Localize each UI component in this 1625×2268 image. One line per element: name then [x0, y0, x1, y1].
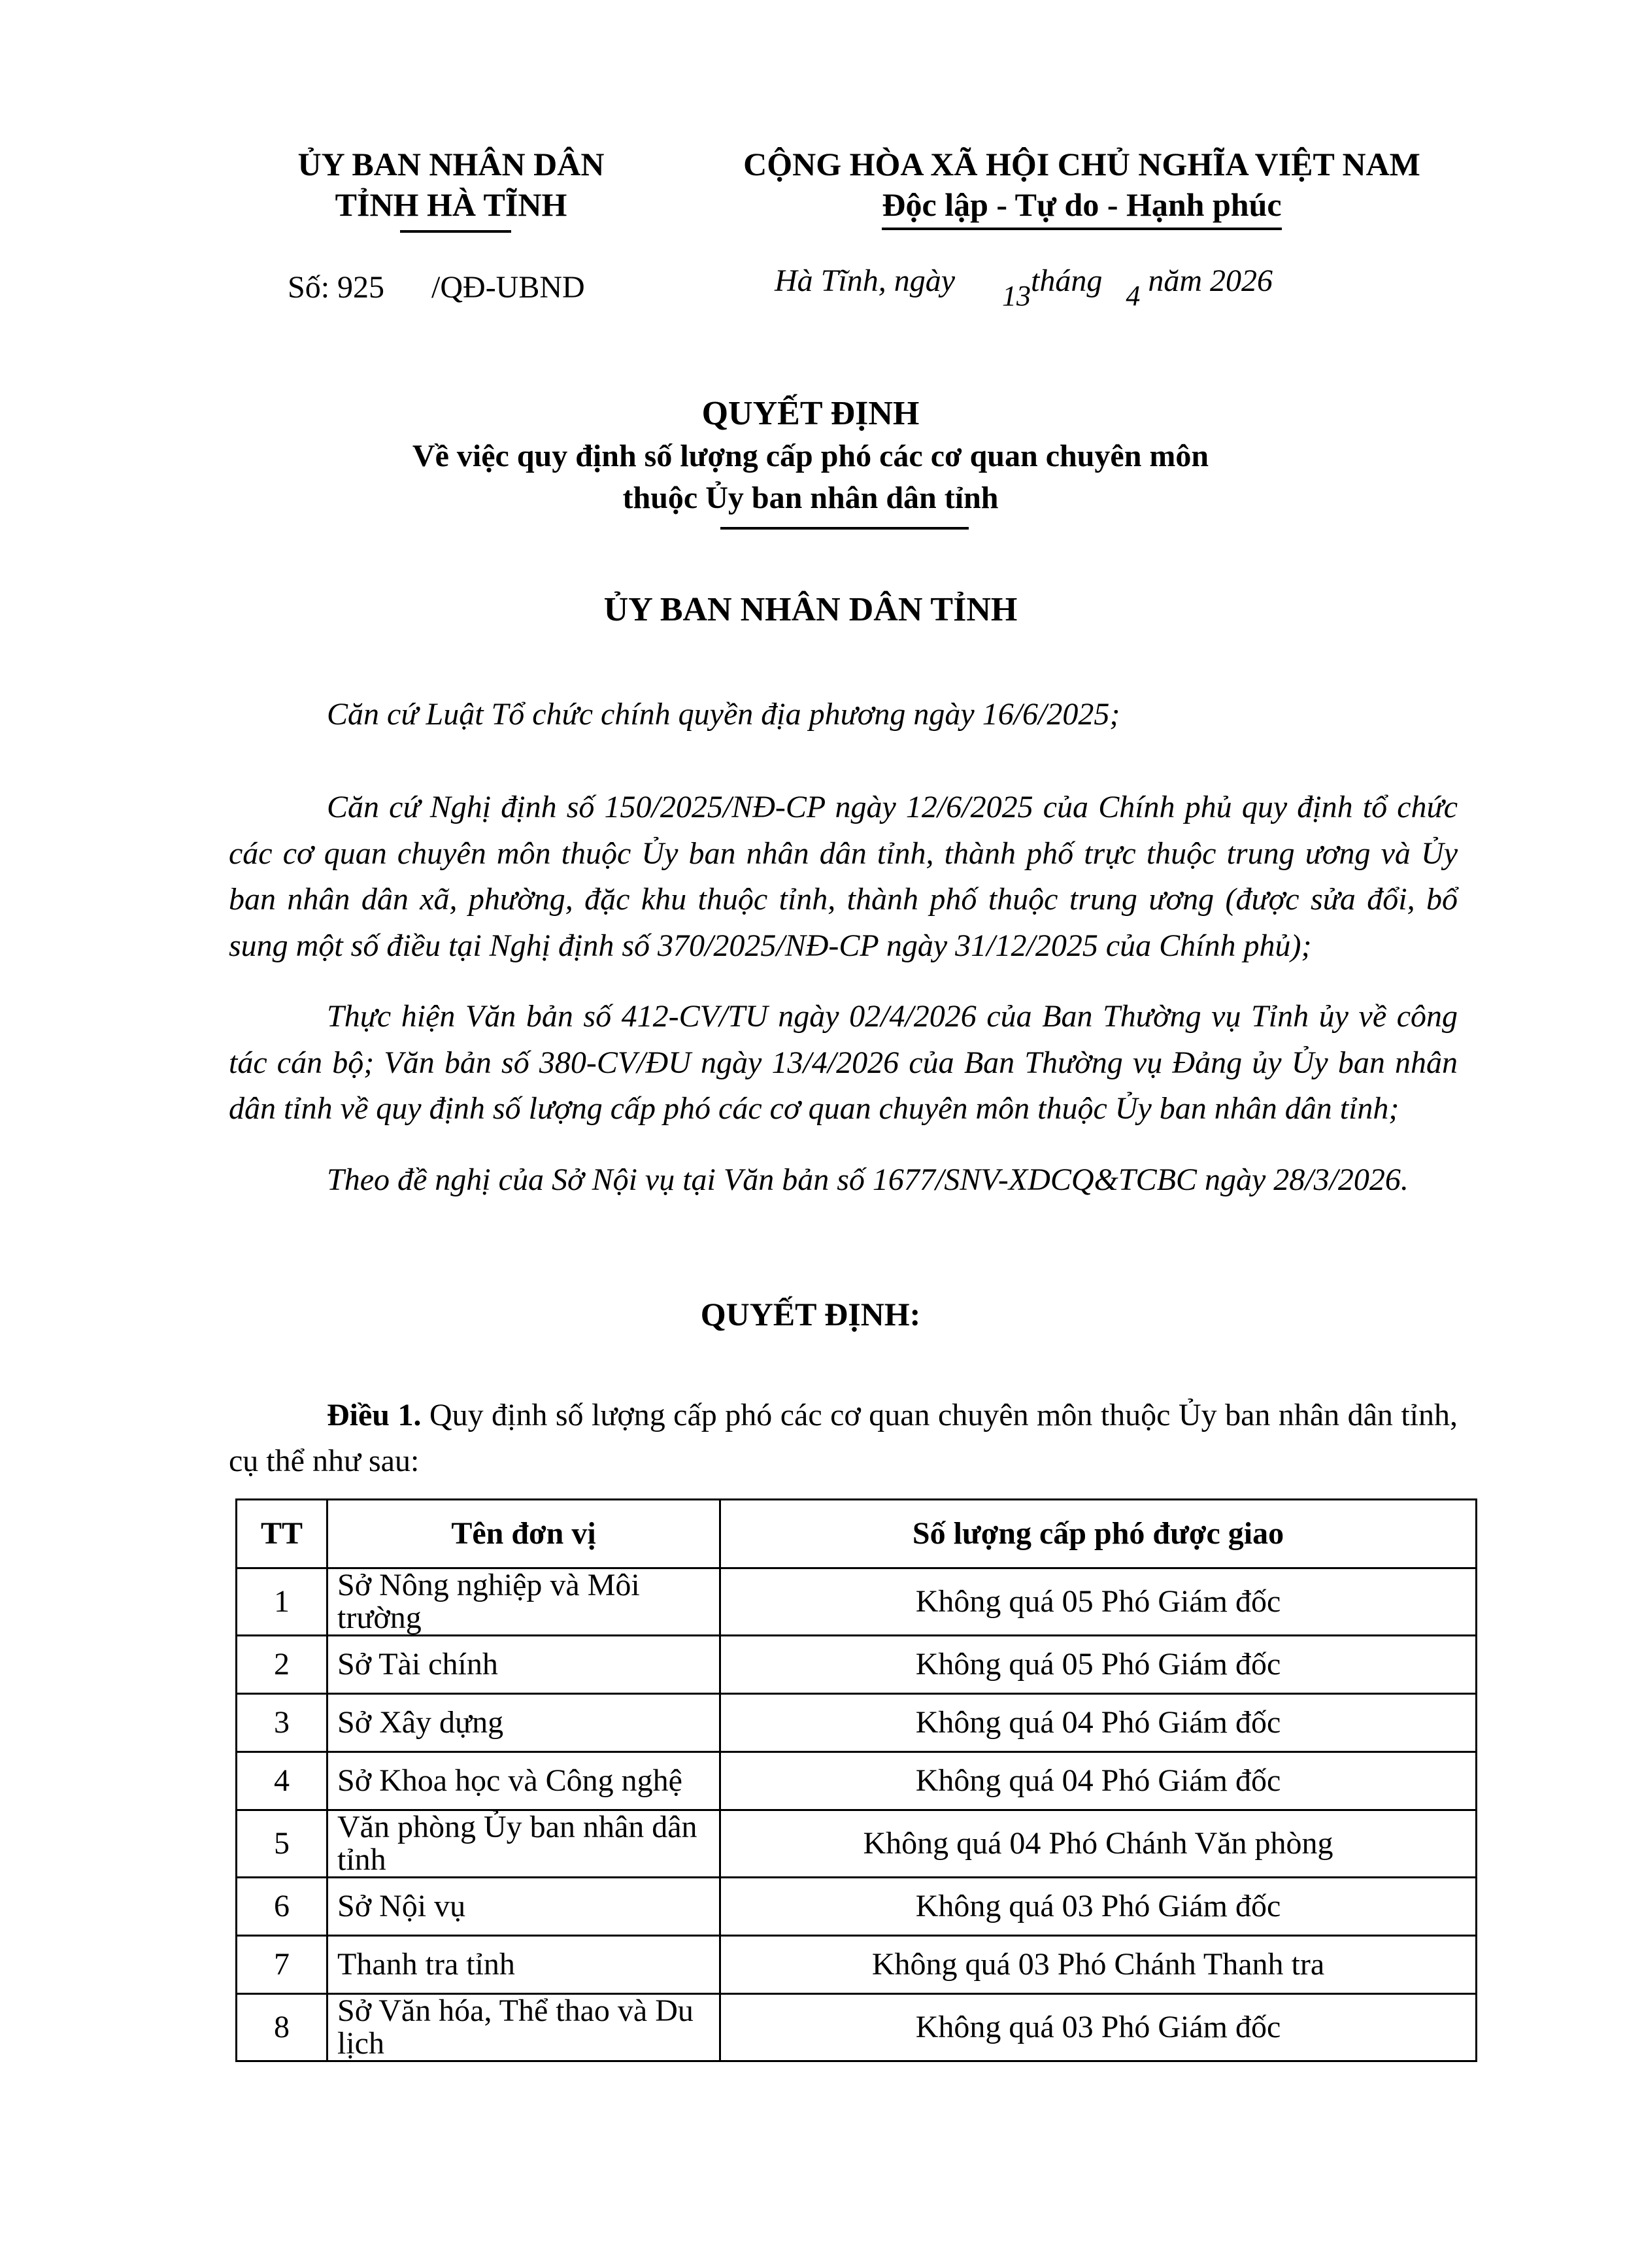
agency-line-1: ỦY BAN NHÂN DÂN [297, 146, 605, 182]
row-unit: Thanh tra tỉnh [327, 1936, 720, 1994]
national-heading [693, 144, 1471, 230]
nation-name: CỘNG HÒA XÃ HỘI CHỦ NGHĨA VIỆT NAM [743, 146, 1420, 182]
row-quota: Không quá 05 Phó Giám đốc [720, 1636, 1477, 1694]
agency-line-2: TỈNH HÀ TĨNH [335, 186, 567, 223]
doc-number-value: 925 [337, 270, 385, 305]
row-tt: 5 [237, 1810, 327, 1878]
date-month-label: tháng [1031, 263, 1103, 298]
table-header-row [237, 1500, 1477, 1568]
row-quota: Không quá 04 Phó Giám đốc [720, 1694, 1477, 1752]
table-row [237, 1878, 1477, 1936]
row-tt: 1 [237, 1568, 327, 1636]
article-1 [229, 1393, 1458, 1484]
row-tt: 7 [237, 1936, 327, 1994]
row-quota: Không quá 03 Phó Chánh Thanh tra [720, 1936, 1477, 1994]
agency-underline [400, 230, 511, 233]
document-date [775, 262, 1273, 312]
preamble-directive: Thực hiện Văn bản số 412-CV/TU ngày 02/4/2026 của Ban Thường vụ Tỉnh ủy về công tác cán bộ; Văn bản số 380-CV/ĐU ngày 13/4/2026 của Ban Thường vụ Đảng ủy Ủy ban nhân dân tỉnh về quy định số lượng cấp phó các cơ quan chuyên môn thuộc Ủy ban nhân dân tỉnh; [229, 999, 1458, 1126]
row-tt: 6 [237, 1878, 327, 1936]
row-unit: Sở Văn hóa, Thể thao và Du lịch [327, 1994, 720, 2061]
header-unit: Tên đơn vị [327, 1500, 720, 1568]
doc-number-label: Số: [288, 270, 330, 305]
article-1-text: Quy định số lượng cấp phó các cơ quan chuyên môn thuộc Ủy ban nhân dân tỉnh, cụ thể như sau: [229, 1398, 1458, 1478]
deputy-quota-table [235, 1498, 1477, 2062]
row-tt: 3 [237, 1694, 327, 1752]
document-number [288, 268, 585, 307]
date-year: năm 2026 [1148, 263, 1273, 298]
row-tt: 4 [237, 1752, 327, 1810]
row-tt: 8 [237, 1994, 327, 2061]
subject-line-1: Về việc quy định số lượng cấp phó các cơ quan chuyên môn [412, 439, 1209, 473]
subject-line-2: thuộc Ủy ban nhân dân tỉnh [622, 481, 999, 515]
preamble-law: Căn cứ Luật Tổ chức chính quyền địa phương ngày 16/6/2025; [327, 697, 1120, 732]
row-unit: Sở Xây dựng [327, 1694, 720, 1752]
row-quota: Không quá 03 Phó Giám đốc [720, 1878, 1477, 1936]
row-unit: Sở Tài chính [327, 1636, 720, 1694]
date-month: 4 [1126, 280, 1141, 312]
table-row [237, 1752, 1477, 1810]
row-quota: Không quá 04 Phó Giám đốc [720, 1752, 1477, 1810]
preamble-decree: Căn cứ Nghị định số 150/2025/NĐ-CP ngày 12/6/2025 của Chính phủ quy định tổ chức các cơ quan chuyên môn thuộc Ủy ban nhân dân tỉnh, thành phố trực thuộc trung ương và Ủy ban nhân dân xã, phường, đặc khu thuộc tỉnh, thành phố thuộc trung ương (được sửa đổi, bổ sung một số điều tại Nghị định số 370/2025/NĐ-CP ngày 31/12/2025 của Chính phủ); [229, 790, 1458, 963]
row-quota: Không quá 05 Phó Giám đốc [720, 1568, 1477, 1636]
article-1-label: Điều 1. [327, 1398, 422, 1432]
row-unit: Sở Nông nghiệp và Môi trường [327, 1568, 720, 1636]
table-row [237, 1694, 1477, 1752]
nation-motto: Độc lập - Tự do - Hạnh phúc [882, 184, 1281, 230]
title-underline [720, 527, 969, 530]
date-day: 13 [1002, 280, 1031, 312]
row-quota: Không quá 03 Phó Giám đốc [720, 1994, 1477, 2061]
table-row [237, 1936, 1477, 1994]
doc-code: /QĐ-UBND [431, 270, 585, 305]
row-unit: Sở Nội vụ [327, 1878, 720, 1936]
table-row [237, 1568, 1477, 1636]
doc-type: QUYẾT ĐỊNH [701, 395, 920, 432]
authority-heading: ỦY BAN NHÂN DÂN TỈNH [603, 591, 1018, 628]
row-tt: 2 [237, 1636, 327, 1694]
row-quota: Không quá 04 Phó Chánh Văn phòng [720, 1810, 1477, 1878]
row-unit: Văn phòng Ủy ban nhân dân tỉnh [327, 1810, 720, 1878]
header-quota: Số lượng cấp phó được giao [720, 1500, 1477, 1568]
table-row [237, 1636, 1477, 1694]
decision-heading: QUYẾT ĐỊNH: [700, 1296, 921, 1332]
preamble-proposal: Theo đề nghị của Sở Nội vụ tại Văn bản số 1677/SNV-XDCQ&TCBC ngày 28/3/2026. [327, 1162, 1409, 1197]
row-unit: Sở Khoa học và Công nghệ [327, 1752, 720, 1810]
issuing-agency [255, 144, 647, 225]
table-row [237, 1994, 1477, 2061]
table-row [237, 1810, 1477, 1878]
document-title [248, 392, 1373, 519]
date-place: Hà Tĩnh, ngày [775, 263, 955, 298]
header-tt: TT [237, 1500, 327, 1568]
